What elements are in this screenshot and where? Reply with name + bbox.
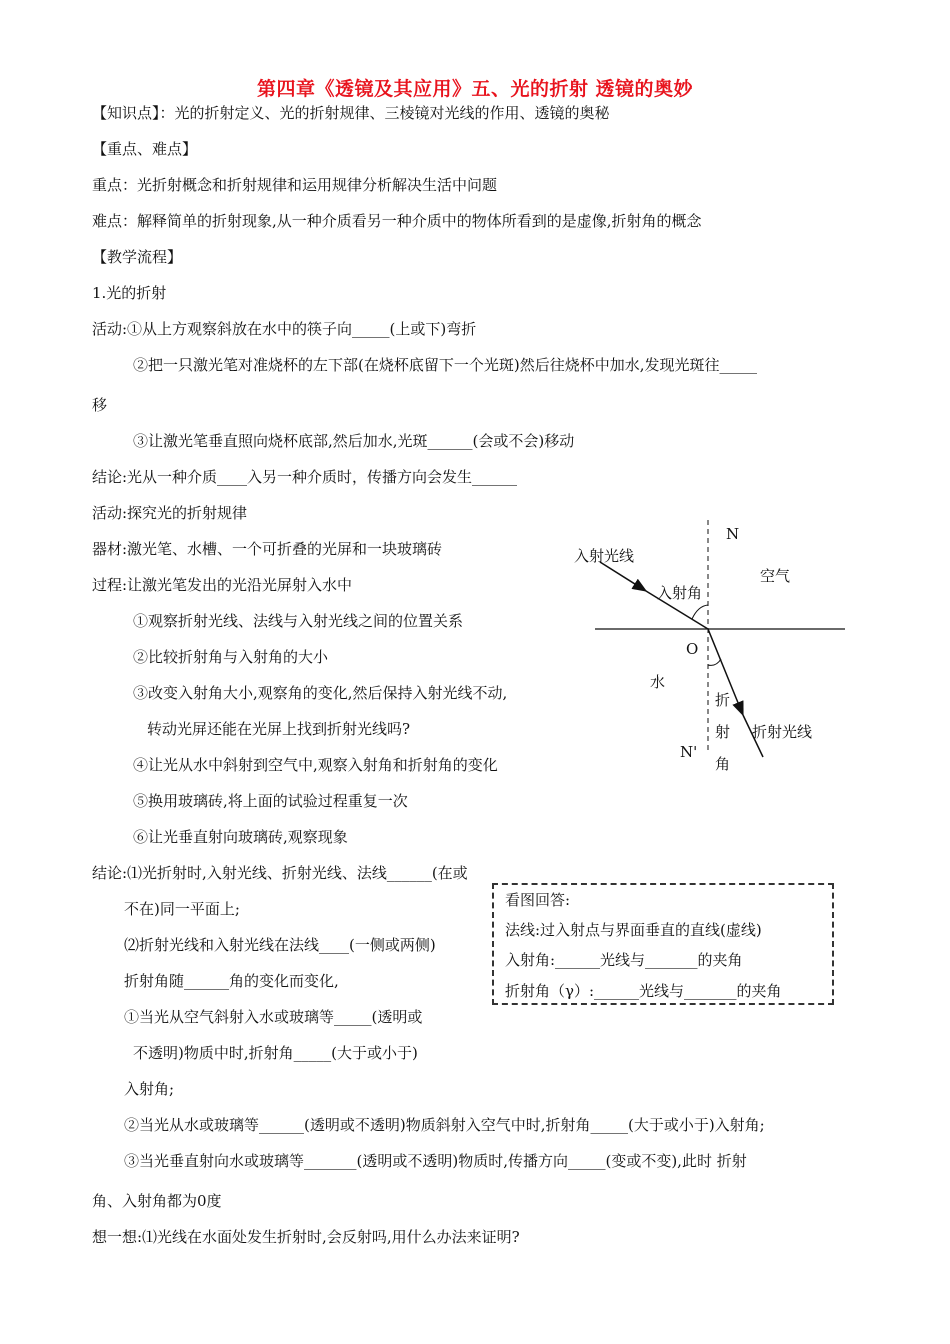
label-refraction-angle-2: 射 bbox=[715, 723, 731, 741]
knowledge-points: 【知识点】：光的折射定义、光的折射规律、三棱镜对光线的作用、透镜的奥秘 bbox=[92, 104, 610, 122]
key-difficult-heading: 【重点、难点】 bbox=[92, 140, 198, 158]
box-line-1: 看图回答: bbox=[505, 891, 571, 909]
rule-3: ③当光垂直射向水或玻璃等_______(透明或不透明)物质时,传播方向_____(变或不变),此时 折射 bbox=[124, 1152, 747, 1170]
box-line-2: 法线:过入射点与界面垂直的直线(虚线) bbox=[505, 921, 762, 939]
conclusion-2-cont: 不在)同一平面上; bbox=[124, 900, 240, 918]
label-refraction-angle-3: 角 bbox=[715, 755, 731, 773]
conclusion-4: 折射角随______角的变化而变化, bbox=[124, 972, 339, 990]
incident-angle-arc bbox=[692, 605, 708, 619]
box-line-4: 折射角（γ）:______光线与_______的夹角 bbox=[505, 982, 782, 1000]
rule-1: ①当光从空气斜射入水或玻璃等_____(透明或 bbox=[124, 1008, 423, 1026]
equipment: 器材:激光笔、水槽、一个可折叠的光屏和一块玻璃砖 bbox=[92, 540, 443, 558]
activity-3: ③让激光笔垂直照向烧杯底部,然后加水,光斑______(会或不会)移动 bbox=[133, 432, 575, 450]
refraction-angle-arc bbox=[708, 659, 721, 665]
activity-1: 活动:①从上方观察斜放在水中的筷子向_____(上或下)弯折 bbox=[92, 320, 477, 338]
label-n-prime: N' bbox=[680, 743, 698, 761]
page-title: 第四章《透镜及其应用》五、光的折射 透镜的奥妙 bbox=[256, 78, 694, 100]
label-n: N bbox=[726, 525, 740, 543]
step-6: ⑥让光垂直射向玻璃砖,观察现象 bbox=[133, 828, 348, 846]
think: 想一想:⑴光线在水面处发生折射时,会反射吗,用什么办法来证明? bbox=[92, 1228, 520, 1246]
rule-2: ②当光从水或玻璃等______(透明或不透明)物质斜射入空气中时,折射角_____(大于或小于)入射角; bbox=[124, 1116, 765, 1134]
step-4: ④让光从水中斜射到空气中,观察入射角和折射角的变化 bbox=[133, 756, 498, 774]
step-5: ⑤换用玻璃砖,将上面的试验过程重复一次 bbox=[133, 792, 408, 810]
label-refracted-ray: 折射光线 bbox=[752, 723, 813, 741]
conclusion-3: ⑵折射光线和入射光线在法线____(一侧或两侧) bbox=[124, 936, 436, 954]
step-1: ①观察折射光线、法线与入射光线之间的位置关系 bbox=[133, 612, 464, 630]
label-incident-ray: 入射光线 bbox=[574, 547, 635, 565]
incident-ray bbox=[600, 562, 646, 591]
process: 过程:让激光笔发出的光沿光屏射入水中 bbox=[92, 576, 353, 594]
rule-1-cont: 不透明)物质中时,折射角_____(大于或小于) bbox=[133, 1044, 418, 1062]
label-incident-angle: 入射角 bbox=[657, 584, 703, 602]
box-line-3: 入射角:______光线与_______的夹角 bbox=[505, 951, 743, 969]
rule-1-end: 入射角; bbox=[124, 1080, 175, 1098]
label-water: 水 bbox=[650, 673, 666, 691]
step-2: ②比较折射角与入射角的大小 bbox=[133, 648, 329, 666]
label-o: O bbox=[686, 640, 699, 658]
teaching-flow-heading: 【教学流程】 bbox=[92, 248, 183, 266]
activity-explore: 活动:探究光的折射规律 bbox=[92, 504, 248, 522]
step-3-cont: 转动光屏还能在光屏上找到折射光线吗? bbox=[147, 720, 411, 738]
activity-2: ②把一只激光笔对准烧杯的左下部(在烧杯底留下一个光斑)然后往烧杯中加水,发现光斑往_____ bbox=[133, 356, 757, 374]
conclusion-1: 结论:光从一种介质____入另一种介质时，传播方向会发生______ bbox=[92, 468, 518, 486]
difficult-points: 难点：解释简单的折射现象,从一种介质看另一种介质中的物体所看到的是虚像,折射角的概念 bbox=[92, 212, 702, 230]
key-points: 重点：光折射概念和折射规律和运用规律分析解决生活中问题 bbox=[92, 176, 498, 194]
activity-2-cont: 移 bbox=[92, 396, 108, 414]
label-air: 空气 bbox=[760, 567, 791, 585]
rule-3-cont: 角、入射角都为0度 bbox=[92, 1192, 222, 1210]
conclusion-2: 结论:⑴光折射时,入射光线、折射光线、法线______(在或 bbox=[92, 864, 468, 882]
step-3: ③改变入射角大小,观察角的变化,然后保持入射光线不动, bbox=[133, 684, 508, 702]
label-refraction-angle-1: 折 bbox=[715, 691, 731, 709]
question-box bbox=[492, 883, 834, 1005]
section-heading: 1.光的折射 bbox=[92, 284, 167, 302]
